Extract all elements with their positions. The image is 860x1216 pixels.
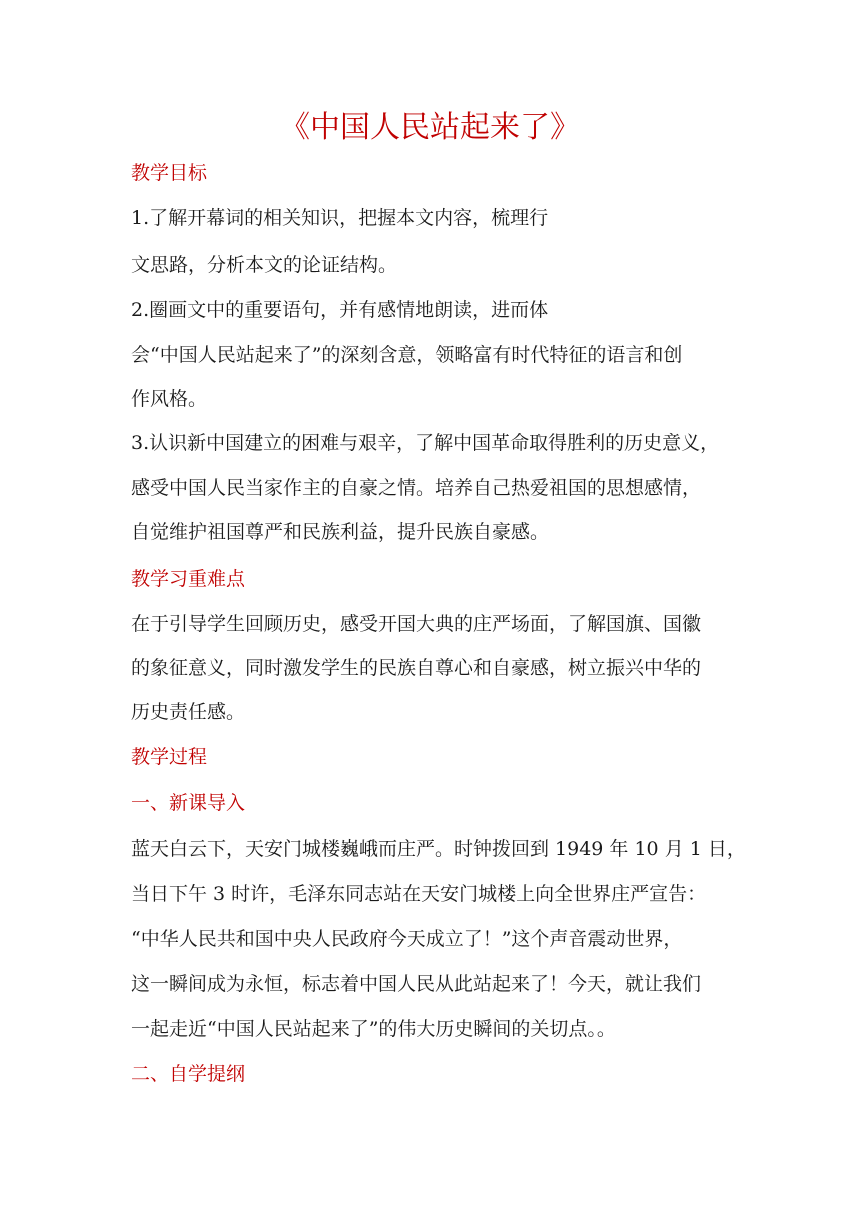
objectives-line: 会“中国人民站起来了”的深刻含意，领略富有时代特征的语言和创 <box>131 344 683 366</box>
objectives-line: 感受中国人民当家作主的自豪之情。培养自己热爱祖国的思想感情， <box>131 477 702 499</box>
key-points-line: 在于引导学生回顾历史，感受开国大典的庄严场面，了解国旗、国徽 <box>131 613 702 635</box>
objectives-heading: 教学目标 <box>131 162 208 184</box>
intro-line: 这一瞬间成为永恒，标志着中国人民从此站起来了！今天，就让我们 <box>131 973 702 995</box>
intro-line: 一起走近“中国人民站起来了”的伟大历史瞬间的关切点。。 <box>131 1018 616 1040</box>
key-points-line: 历史责任感。 <box>131 701 246 723</box>
objectives-line: 2.圈画文中的重要语句，并有感情地朗读，进而体 <box>131 299 549 321</box>
document-title: 《中国人民站起来了》 <box>280 110 580 145</box>
intro-line: “中华人民共和国中央人民政府今天成立了！”这个声音震动世界， <box>131 928 683 950</box>
objectives-line: 1.了解开幕词的相关知识，把握本文内容，梳理行 <box>131 207 549 229</box>
objectives-line: 作风格。 <box>131 388 208 410</box>
key-points-line: 的象征意义，同时激发学生的民族自尊心和自豪感，树立振兴中华的 <box>131 657 702 679</box>
key-points-heading: 教学习重难点 <box>131 568 246 590</box>
objectives-line: 自觉维护祖国尊严和民族利益，提升民族自豪感。 <box>131 521 550 543</box>
objectives-line: 文思路，分析本文的论证结构。 <box>131 254 398 276</box>
objectives-line: 3.认识新中国建立的困难与艰辛，了解中国革命取得胜利的历史意义， <box>131 432 720 454</box>
self-study-heading: 二、自学提纲 <box>131 1063 246 1085</box>
intro-heading: 一、新课导入 <box>131 792 246 814</box>
intro-line: 蓝天白云下，天安门城楼巍峨而庄严。时钟拨回到 1949 年 10 月 1 日， <box>131 838 746 860</box>
process-heading: 教学过程 <box>131 746 208 768</box>
intro-line: 当日下午 3 时许，毛泽东同志站在天安门城楼上向全世界庄严宣告： <box>131 883 707 905</box>
